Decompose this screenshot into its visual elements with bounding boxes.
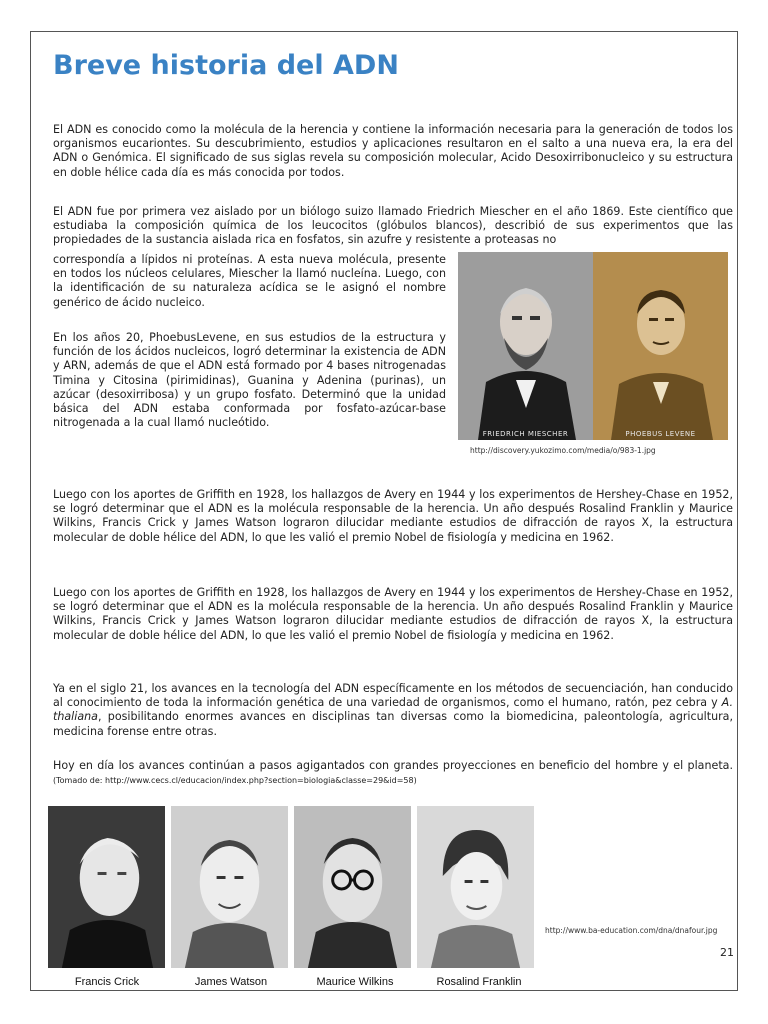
franklin-portrait (417, 806, 534, 968)
miescher-levene-photo (458, 252, 728, 440)
levene-label: PHOEBUS LEVENE (625, 430, 696, 438)
scientist-names (48, 976, 538, 990)
page-number: 21 (720, 946, 734, 959)
paragraph-century-21 (53, 682, 733, 739)
miescher-portrait (458, 252, 593, 440)
crick-portrait (48, 806, 165, 968)
name-wilkins: Maurice Wilkins (316, 976, 394, 988)
p7-source: (Tomado de: http://www.cecs.cl/educacion/index.php?section=biologia&classe=29&id=58) (53, 776, 417, 786)
paragraph-levene: En los años 20, PhoebusLevene, en sus estudios de la estructura y función de los ácidos nucleicos, logró determinar la existencia de ADN y ARN, además de que el ADN está formado por 4 bases nitrogenadas Timina y Citosina (pirimidinas), Guanina y Adenina (purinas), un azúcar (desoxirribosa) y un grupo fosfato. Determinó que la unidad básica del ADN estaba conformada por fosfato-azúcar-base nitrogenada a la cual llamó nucleótido. (53, 331, 446, 430)
wilkins-portrait (294, 806, 411, 968)
p7-text: Hoy en día los avances continúan a pasos agigantados con grandes proyecciones en beneficio del hombre y el planeta. (53, 759, 733, 772)
name-crick: Francis Crick (74, 976, 140, 988)
name-watson: James Watson (194, 976, 268, 988)
bottom-image-source: http://www.ba-education.com/dna/dnafour.jpg (545, 926, 718, 935)
page-title: Breve historia del ADN (53, 50, 399, 81)
paragraph-miescher-continued: correspondía a lípidos ni proteínas. A esta nueva molécula, presente en todos los núcleos celulares, Miescher la llamó nucleína. Luego, con la identificación de su naturaleza acídica se le asignó el nombre genérico de ácido nucleico. (53, 253, 446, 309)
paragraph-closing (53, 759, 733, 788)
name-franklin: Rosalind Franklin (436, 976, 522, 988)
paragraph-miescher: El ADN fue por primera vez aislado por un biólogo suizo llamado Friedrich Miescher en el año 1869. Este científico que estudiaba la composición química de los leucocitos (glóbulos blancos), describió de sus experimentos que las propiedades de la sustancia aislada rica en fosfatos, sin azufre y resistente a proteasas no (53, 205, 733, 247)
p6-species: A. thaliana (53, 696, 733, 724)
levene-portrait (593, 252, 728, 440)
paragraph-griffith-repeat: Luego con los aportes de Griffith en 1928, los hallazgos de Avery en 1944 y los experimentos de Hershey-Chase en 1952, se logró determinar que el ADN es la molécula responsable de la herencia. Un año después Rosalind Franklin y Maurice Wilkins, Francis Crick y James Watson lograron dilucidar mediante estudios de difracción de rayos X, la estructura molecular de doble hélice del ADN, lo que les valió el premio Nobel de fisiología y medicina en 1962. (53, 586, 733, 642)
p6-text-b: , posibilitando enormes avances en disciplinas tan diversas como la biomedicina, paleontología, agricultura, medicina forense entre otras. (53, 710, 733, 738)
watson-portrait (171, 806, 288, 968)
p6-text-a: Ya en el siglo 21, los avances en la tecnología del ADN específicamente en los métodos de secuenciación, han conducido al conocimiento de toda la información genética de una variedad de organismos, como el humano, ratón, pez cebra y (53, 682, 733, 710)
paragraph-griffith: Luego con los aportes de Griffith en 1928, los hallazgos de Avery en 1944 y los experimentos de Hershey-Chase en 1952, se logró determinar que el ADN es la molécula responsable de la herencia. Un año después Rosalind Franklin y Maurice Wilkins, Francis Crick y James Watson lograron dilucidar mediante estudios de difracción de rayos X, la estructura molecular de doble hélice del ADN, lo que les valió el premio Nobel de fisiología y medicina en 1962. (53, 488, 733, 544)
nobel-scientists-photo (48, 806, 534, 968)
top-image-source: http://discovery.yukozimo.com/media/o/983-1.jpg (470, 446, 656, 455)
paragraph-intro: El ADN es conocido como la molécula de la herencia y contiene la información necesaria para la generación de todos los organismos eucariontes. Su descubrimiento, estudios y aplicaciones resultaron en el salto a una nueva era, la era del ADN o Genómica. El significado de sus siglas revela su composición molecular, Acido Desoxirribonucleico y su estructura en doble hélice cada día es más conocida por todos. (53, 123, 733, 179)
miescher-label: FRIEDRICH MIESCHER (482, 430, 569, 438)
